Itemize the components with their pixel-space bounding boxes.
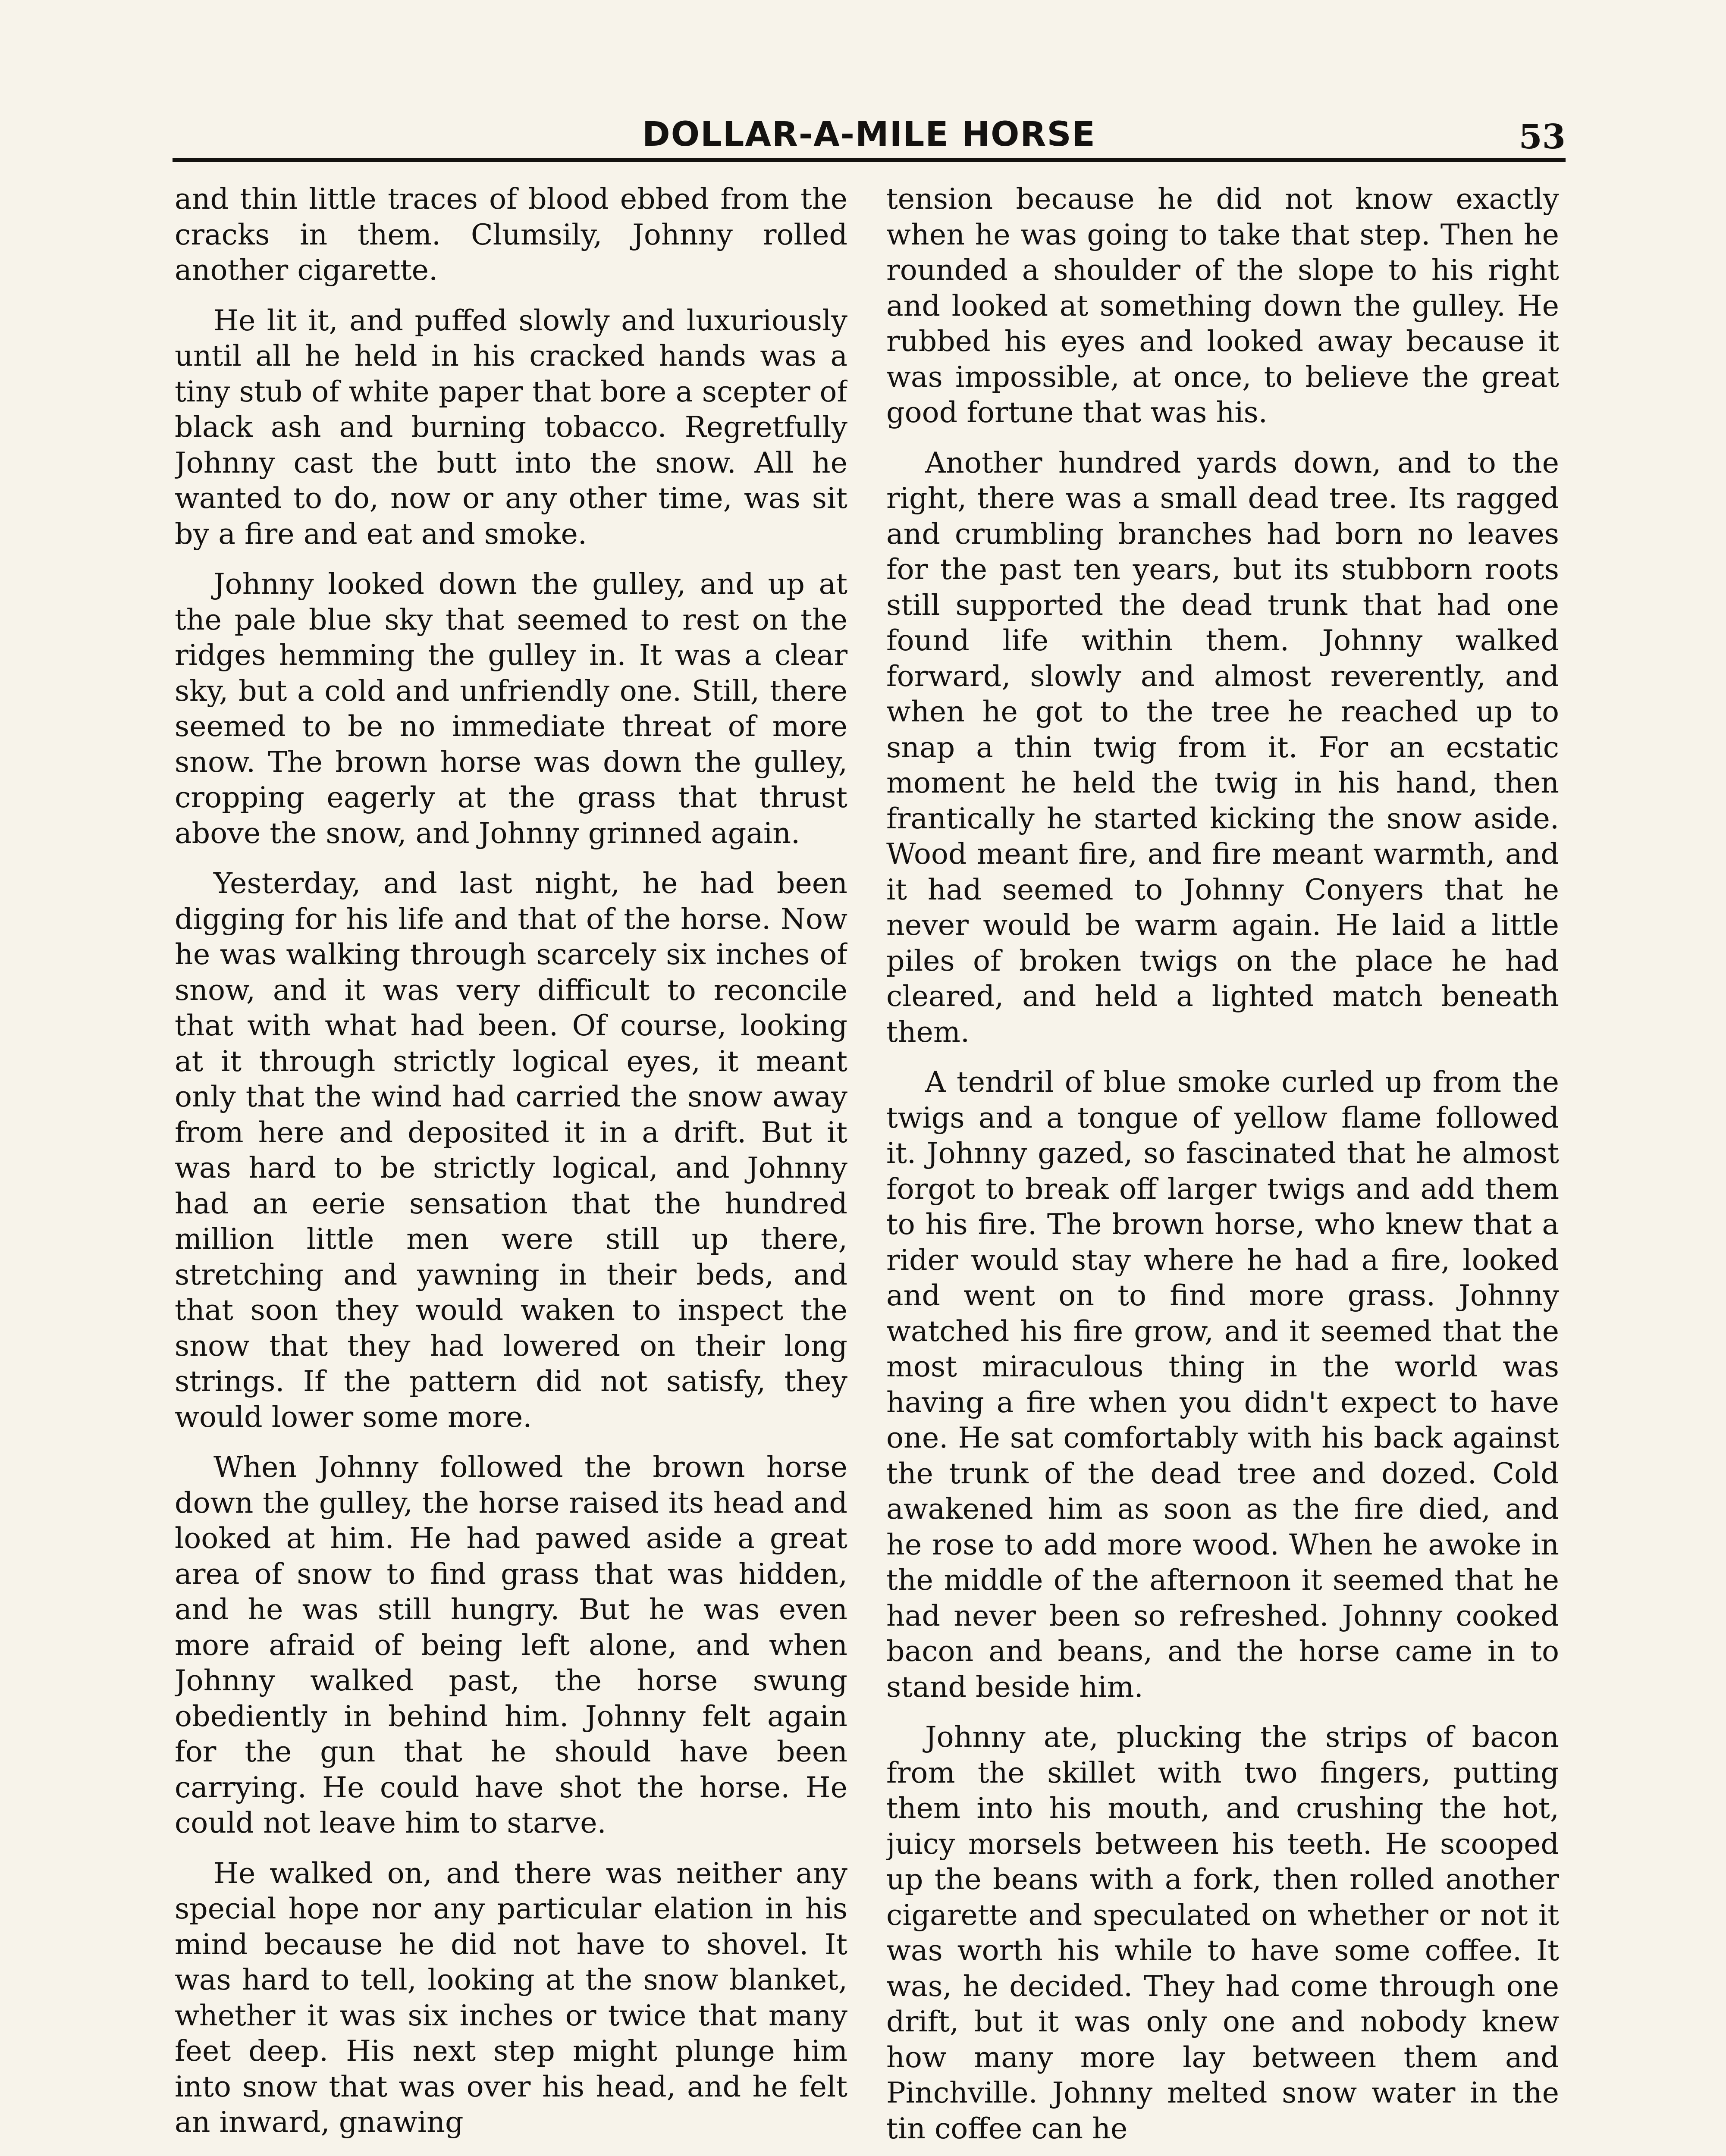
paragraph: Another hundred yards down, and to the right, there was a small dead tree. Its ragged and crumbling branches had born no leaves for the past ten years, but its stubborn roots still supported the dead trunk that had one found life within them. Johnny walked forward, slowly and almost reverently, and when he got to the tree he reached up to snap a thin twig from it. For an ecstatic moment he held the twig in his hand, then frantically he started kicking the snow aside. Wood meant fire, and fire meant warmth, and it had seemed to Johnny Conyers that he never would be warm again. He laid a little piles of broken twigs on the place he had cleared, and held a lighted match beneath them. [886,445,1559,1049]
paragraph: Johnny ate, plucking the strips of bacon from the skillet with two fingers, putting them into his mouth, and crushing the hot, juicy morsels between his teeth. He scooped up the beans with a fork, then rolled another cigarette and speculated on whether or not it was worth his while to have some coffee. It was, he decided. They had come through one drift, but it was only one and nobody knew how many more lay between them and Pinchville. Johnny melted snow water in the tin coffee can he [886,1720,1559,2145]
running-title: DOLLAR-A-MILE HORSE [642,115,1096,154]
paragraph: Johnny looked down the gulley, and up at the pale blue sky that seemed to rest on the ridges hemming the gulley in. It was a clear sky, but a cold and unfriendly one. Still, there seemed to be no immediate threat of more snow. The brown horse was down the gulley, cropping eagerly at the grass that thrust above the snow, and Johnny grinned again. [175,567,847,850]
paragraph: Yesterday, and last night, he had been digging for his life and that of the horse. Now he was walking through scarcely six inches of snow, and it was very difficult to reconcile that with what had been. Of course, looking at it through strictly logical eyes, it meant only that the wind had carried the snow away from here and deposited it in a drift. But it was hard to be strictly logical, and Johnny had an eerie sensation that the hundred million little men were still up there, stretching and yawning in their beds, and that soon they would waken to inspect the snow that they had lowered on their long strings. If the pattern did not satisfy, they would lower some more. [175,866,847,1434]
text-column-right [886,181,1559,2156]
page-number: 53 [1519,117,1566,157]
paragraph: When Johnny followed the brown horse down the gulley, the horse raised its head and looked at him. He had pawed aside a great area of snow to find grass that was hidden, and he was still hungry. But he was even more afraid of being left alone, and when Johnny walked past, the horse swung obediently in behind him. Johnny felt again for the gun that he should have been carrying. He could have shot the horse. He could not leave him to starve. [175,1450,847,1839]
paragraph: and thin little traces of blood ebbed from the cracks in them. Clumsily, Johnny rolled another cigarette. [175,182,847,287]
page-header [173,110,1566,157]
paragraph: A tendril of blue smoke curled up from the twigs and a tongue of yellow flame followed it. Johnny gazed, so fascinated that he almost forgot to break off larger twigs and add them to his fire. The brown horse, who knew that a rider would stay where he had a fire, looked and went on to find more grass. Johnny watched his fire grow, and it seemed that the most miraculous thing in the world was having a fire when you didn't expect to have one. He sat comfortably with his back against the trunk of the dead tree and dozed. Cold awakened him as soon as the fire died, and he rose to add more wood. When he awoke in the middle of the afternoon it seemed that he had never been so refreshed. Johnny cooked bacon and beans, and the horse came in to stand beside him. [886,1065,1559,1704]
header-rule [173,158,1566,162]
paragraph: He walked on, and there was neither any special hope nor any particular elation in his mind because he did not have to shovel. It was hard to tell, looking at the snow blanket, whether it was six inches or twice that many feet deep. His next step might plunge him into snow that was over his head, and he felt an inward, gnawing [175,1856,847,2139]
paragraph: He lit it, and puffed slowly and luxuriously until all he held in his cracked hands was a tiny stub of white paper that bore a scepter of black ash and burning tobacco. Regretfully Johnny cast the butt into the snow. All he wanted to do, now or any other time, was sit by a fire and eat and smoke. [175,303,847,551]
paragraph: tension because he did not know exactly when he was going to take that step. Then he rounded a shoulder of the slope to his right and looked at something down the gulley. He rubbed his eyes and looked away because it was impossible, at once, to believe the great good fortune that was his. [886,182,1559,429]
text-column-left [175,181,847,2156]
